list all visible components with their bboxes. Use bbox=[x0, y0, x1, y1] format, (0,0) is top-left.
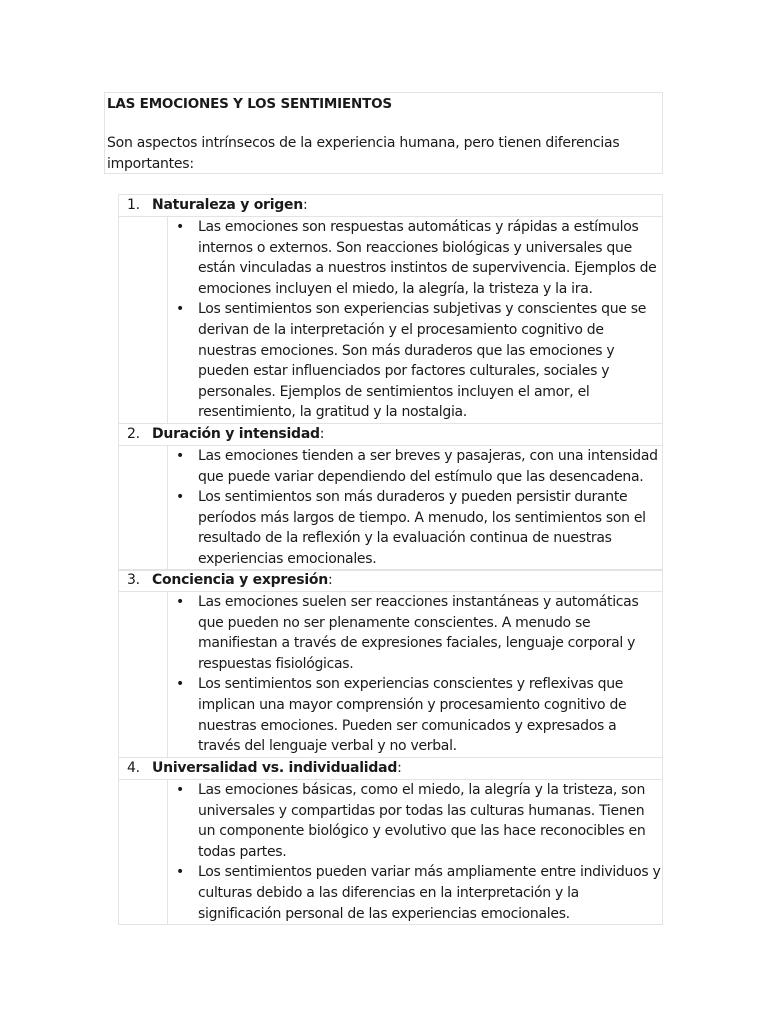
bullet-text: Los sentimientos son experiencias conscientes y reflexivas que implican una mayor comprensión y procesamiento cognitivo de nuestras emociones. Pueden ser comunicados y expresados a través del lenguaje verbal y no verbal. bbox=[198, 676, 627, 755]
bullet-list bbox=[168, 217, 662, 423]
section-heading: Conciencia y expresión: bbox=[152, 572, 333, 588]
section-title: Conciencia y expresión bbox=[152, 572, 329, 588]
section-header bbox=[119, 195, 662, 217]
list-item bbox=[168, 487, 662, 569]
bullet-text: Los sentimientos son experiencias subjetivas y conscientes que se derivan de la interpretación y el procesamiento cognitivo de nuestras emociones. Son más duraderos que las emociones y pueden estar influenciados por factores culturales, sociales y personales. Ejemplos de sentimientos incluyen el amor, el resentimiento, la gratitud y la nostalgia. bbox=[198, 301, 647, 421]
section-title: Naturaleza y origen bbox=[152, 197, 303, 213]
list-item bbox=[168, 592, 662, 674]
bullet-icon: • bbox=[176, 594, 184, 610]
section-header bbox=[119, 570, 662, 592]
section-body bbox=[167, 780, 662, 924]
bullet-text: Las emociones tienden a ser breves y pasajeras, con una intensidad que puede variar dependiendo del estímulo que las desencadena. bbox=[198, 448, 658, 485]
bullet-icon: • bbox=[176, 782, 184, 798]
list-item bbox=[168, 217, 662, 299]
intro-paragraph: Son aspectos intrínsecos de la experiencia humana, pero tienen diferencias importantes: bbox=[107, 135, 620, 172]
section-naturaleza bbox=[118, 194, 663, 424]
bullet-list bbox=[168, 446, 662, 570]
bullet-text: Las emociones suelen ser reacciones instantáneas y automáticas que pueden no ser plenamente conscientes. A menudo se manifiestan a través de expresiones faciales, lenguaje corporal y respuestas fisiológicas. bbox=[198, 594, 639, 672]
section-duracion bbox=[118, 423, 663, 571]
section-number: 3. bbox=[127, 572, 140, 588]
section-body bbox=[167, 446, 662, 570]
bullet-list bbox=[168, 780, 662, 924]
section-number: 2. bbox=[127, 426, 140, 442]
section-conciencia bbox=[118, 569, 663, 758]
section-number: 4. bbox=[127, 760, 140, 776]
list-item bbox=[168, 674, 662, 756]
bullet-list bbox=[168, 592, 662, 757]
bullet-icon: • bbox=[176, 489, 184, 506]
section-heading: Duración y intensidad: bbox=[152, 426, 325, 442]
section-heading: Naturaleza y origen: bbox=[152, 197, 308, 213]
list-item bbox=[168, 862, 662, 924]
bullet-icon: • bbox=[176, 676, 184, 693]
bullet-text: Las emociones básicas, como el miedo, la alegría y la tristeza, son universales y compartidas por todas las culturas humanas. Tienen un componente biológico y evolutivo que las hace reconocibles en todas partes. bbox=[198, 782, 646, 860]
bullet-icon: • bbox=[176, 301, 184, 318]
bullet-icon: • bbox=[176, 448, 184, 464]
list-item bbox=[168, 780, 662, 862]
section-body bbox=[167, 592, 662, 757]
document-title: LAS EMOCIONES Y LOS SENTIMIENTOS bbox=[107, 96, 392, 112]
bullet-text: Los sentimientos pueden variar más ampliamente entre individuos y culturas debido a las diferencias en la interpretación y la significación personal de las experiencias emocionales. bbox=[198, 864, 661, 922]
section-body bbox=[167, 217, 662, 423]
section-title: Duración y intensidad bbox=[152, 426, 320, 442]
bullet-text: Los sentimientos son más duraderos y pueden persistir durante períodos más largos de tiempo. A menudo, los sentimientos son el resultado de la reflexión y la evaluación continua de nuestras experiencias emocionales. bbox=[198, 489, 646, 567]
bullet-icon: • bbox=[176, 219, 184, 235]
section-number: 1. bbox=[127, 197, 140, 213]
section-title: Universalidad vs. individualidad bbox=[152, 760, 398, 776]
section-universalidad bbox=[118, 757, 663, 925]
bullet-icon: • bbox=[176, 864, 184, 881]
section-heading: Universalidad vs. individualidad: bbox=[152, 760, 402, 776]
list-item bbox=[168, 299, 662, 423]
section-header bbox=[119, 424, 662, 446]
list-item bbox=[168, 446, 662, 487]
bullet-text: Las emociones son respuestas automáticas y rápidas a estímulos internos o externos. Son reacciones biológicas y universales que están vinculadas a nuestros instintos de supervivencia. Ejemplos de emociones incluyen el miedo, la alegría, la tristeza y la ira. bbox=[198, 219, 657, 297]
section-header bbox=[119, 758, 662, 780]
